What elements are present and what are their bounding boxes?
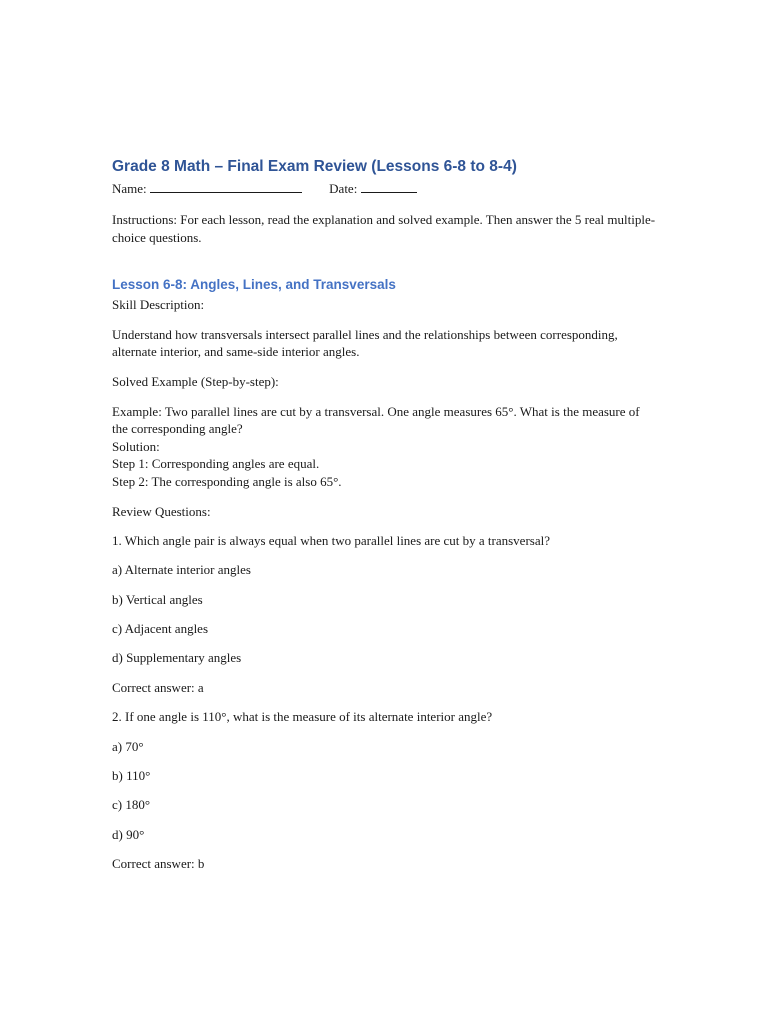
name-blank-line [150, 180, 302, 193]
name-label: Name: [112, 181, 147, 196]
question-2-option-d: d) 90° [112, 826, 145, 842]
question-1-option-c: c) Adjacent angles [112, 621, 209, 637]
question-2-option-c: c) 180° [112, 797, 151, 813]
solution-step-1: Step 1: Corresponding angles are equal. [112, 456, 320, 472]
question-2-option-b: b) 110° [112, 768, 151, 784]
date-blank-line [361, 180, 417, 193]
solution-label: Solution: [112, 438, 160, 454]
question-1-option-a: a) Alternate interior angles [112, 562, 251, 578]
question-1-option-d: d) Supplementary angles [112, 650, 242, 666]
document-page [112, 156, 657, 873]
lesson-heading: Lesson 6-8: Angles, Lines, and Transversals [112, 277, 396, 293]
solved-example-label: Solved Example (Step-by-step): [112, 373, 279, 389]
instructions-text: Instructions: For each lesson, read the explanation and solved example. Then answer the 5 real multiple-choice questions. [112, 212, 656, 245]
question-2-prompt: 2. If one angle is 110°, what is the measure of its alternate interior angle? [112, 709, 493, 725]
question-1-option-b: b) Vertical angles [112, 591, 203, 607]
document-title: Grade 8 Math – Final Exam Review (Lessons 6-8 to 8-4) [112, 158, 517, 175]
question-1-prompt: 1. Which angle pair is always equal when two parallel lines are cut by a transversal? [112, 532, 550, 548]
date-label: Date: [329, 181, 358, 196]
review-questions-label: Review Questions: [112, 503, 211, 519]
question-2-option-a: a) 70° [112, 738, 144, 754]
example-text: Example: Two parallel lines are cut by a transversal. One angle measures 65°. What is the measure of the corresponding angle? [112, 403, 640, 437]
name-date-line [112, 180, 657, 198]
question-1-answer: Correct answer: a [112, 679, 204, 695]
skill-description-text: Understand how transversals intersect parallel lines and the relationships between corresponding, alternate interior, and same-side interior angles. [112, 326, 618, 360]
skill-description-label: Skill Description: [112, 297, 205, 313]
solution-step-2: Step 2: The corresponding angle is also 65°. [112, 473, 342, 489]
question-2-answer: Correct answer: b [112, 856, 205, 872]
